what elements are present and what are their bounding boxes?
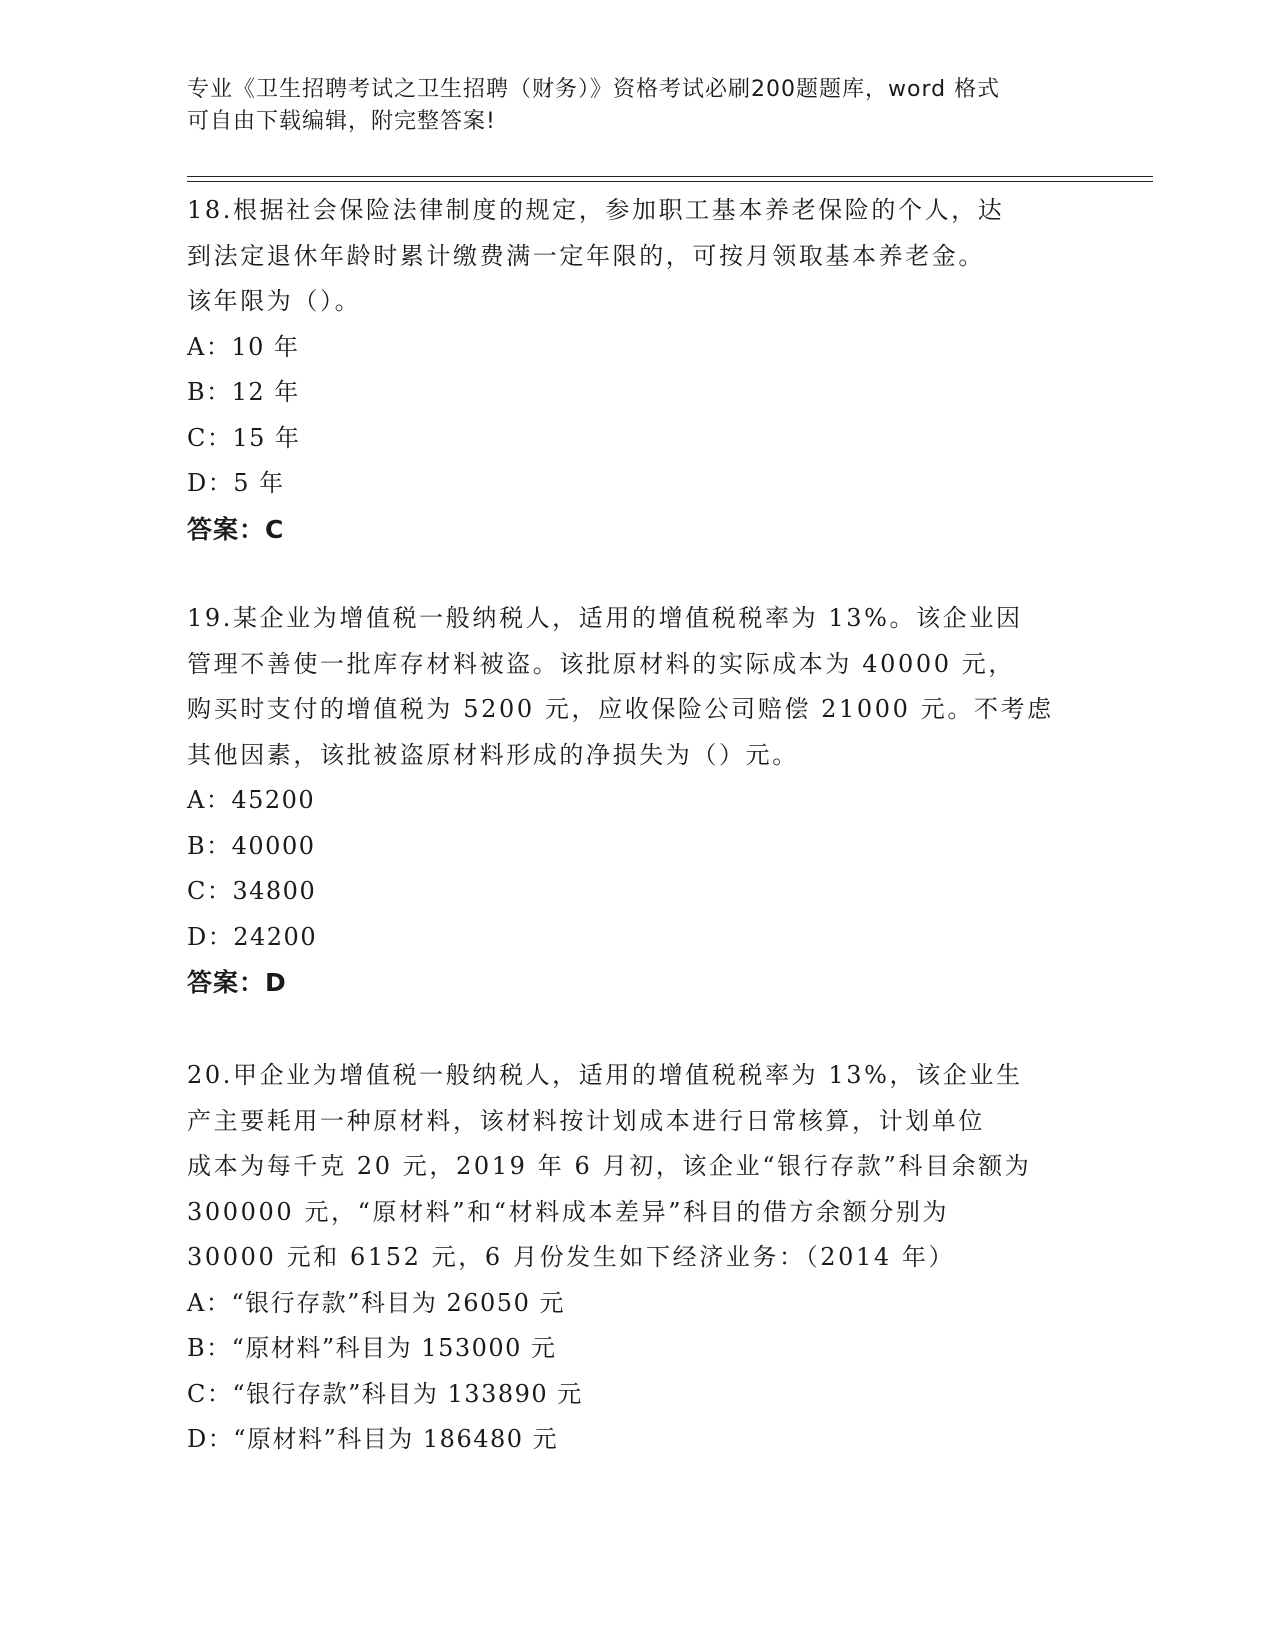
stem-line: 购买时支付的增值税为 5200 元，应收保险公司赔偿 21000 元。不考虑: [187, 695, 1054, 723]
header-divider-top: [187, 176, 1153, 177]
stem-line: 成本为每千克 20 元，2019 年 6 月初，该企业“银行存款”科目余额为: [187, 1152, 1032, 1180]
question-18: [187, 188, 1087, 552]
question-stem: [187, 1053, 1087, 1281]
stem-line: 到法定退休年龄时累计缴费满一定年限的，可按月领取基本养老金。: [187, 241, 985, 270]
header-line-2: 可自由下载编辑，附完整答案!: [187, 109, 496, 134]
option-b: B：40000: [187, 831, 316, 860]
document-header: [187, 74, 1087, 138]
stem-line: 30000 元和 6152 元，6 月份发生如下经济业务：（2014 年）: [187, 1243, 956, 1271]
question-19: [187, 596, 1087, 1006]
stem-line: 产主要耗用一种原材料，该材料按计划成本进行日常核算，计划单位: [187, 1106, 985, 1135]
option-d: D：24200: [187, 922, 318, 951]
answer-label: 答案：D: [187, 968, 287, 997]
header-divider-bottom: [187, 181, 1153, 182]
stem-line: 19.某企业为增值税一般纳税人，适用的增值税税率为 13%。该企业因: [187, 604, 1023, 632]
answer-label: 答案：C: [187, 514, 285, 544]
option-d: D：“原材料”科目为 186480 元: [187, 1425, 559, 1453]
option-a: A：“银行存款”科目为 26050 元: [187, 1288, 565, 1317]
question-stem: [187, 596, 1087, 778]
stem-line: 管理不善使一批库存材料被盗。该批原材料的实际成本为 40000 元，: [187, 649, 1016, 678]
header-line-1: 专业《卫生招聘考试之卫生招聘（财务）》资格考试必刷200题题库，word 格式: [187, 77, 1001, 102]
option-c: C：“银行存款”科目为 133890 元: [187, 1379, 583, 1408]
stem-line: 其他因素，该批被盗原材料形成的净损失为（）元。: [187, 740, 799, 769]
question-stem: [187, 188, 1087, 325]
stem-line: 300000 元，“原材料”和“材料成本差异”科目的借方余额分别为: [187, 1197, 950, 1226]
question-20: [187, 1053, 1087, 1463]
option-a: A：45200: [187, 786, 316, 814]
stem-line: 该年限为（）。: [187, 287, 362, 315]
option-c: C：34800: [187, 877, 317, 905]
stem-line: 20.甲企业为增值税一般纳税人，适用的增值税税率为 13%，该企业生: [187, 1061, 1023, 1089]
stem-line: 18.根据社会保险法律制度的规定，参加职工基本养老保险的个人，达: [187, 196, 1005, 224]
option-d: D：5 年: [187, 469, 285, 497]
option-a: A：10 年: [187, 332, 300, 361]
option-c: C：15 年: [187, 423, 301, 452]
option-b: B：“原材料”科目为 153000 元: [187, 1334, 557, 1362]
option-b: B：12 年: [187, 378, 300, 406]
